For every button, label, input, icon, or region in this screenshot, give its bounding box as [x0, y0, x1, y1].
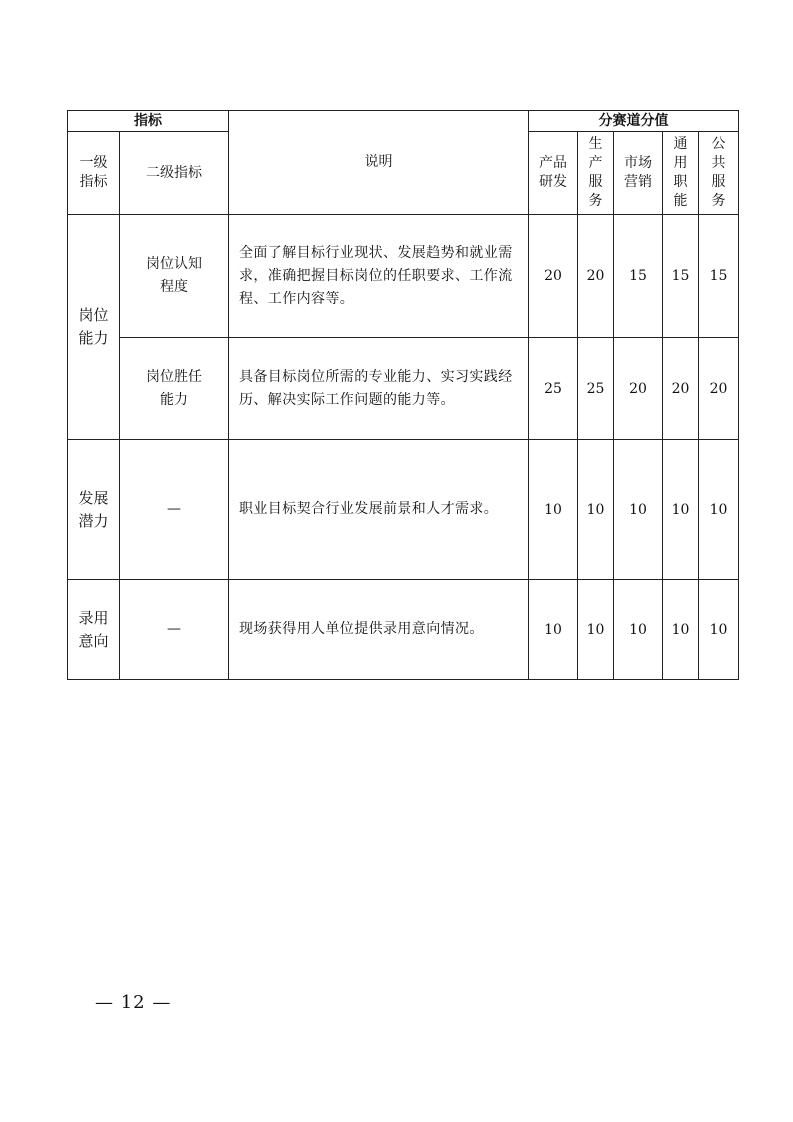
score-cell: 10 — [578, 440, 614, 580]
track-header-public-service: 公共服务 — [699, 132, 739, 215]
score-cell: 20 — [663, 338, 699, 440]
track-header-marketing: 市场营销 — [614, 132, 663, 215]
table-row — [68, 580, 739, 680]
score-cell: 15 — [699, 215, 739, 338]
track-scores-header: 分赛道分值 — [529, 111, 739, 132]
score-cell: 25 — [529, 338, 578, 440]
level1-cell: 发展潜力 — [68, 440, 120, 580]
score-cell: 20 — [529, 215, 578, 338]
score-cell: 10 — [699, 580, 739, 680]
score-cell: 10 — [663, 440, 699, 580]
level1-cell: 录用意向 — [68, 580, 120, 680]
score-cell: 20 — [614, 338, 663, 440]
table-row — [68, 338, 739, 440]
score-cell: 10 — [578, 580, 614, 680]
score-cell: 15 — [614, 215, 663, 338]
page-number: — 12 — — [95, 992, 172, 1013]
score-cell: 25 — [578, 338, 614, 440]
track-header-general-function: 通用职能 — [663, 132, 699, 215]
track-header-product-rd: 产品研发 — [529, 132, 578, 215]
level2-cell: — — [120, 440, 229, 580]
score-cell: 10 — [529, 440, 578, 580]
score-cell: 10 — [699, 440, 739, 580]
description-cell: 全面了解目标行业现状、发展趋势和就业需求，准确把握目标岗位的任职要求、工作流程、工作内容等。 — [229, 215, 529, 338]
score-cell: 10 — [614, 440, 663, 580]
level2-cell: 岗位认知程度 — [120, 215, 229, 338]
table-row — [68, 215, 739, 338]
score-cell: 15 — [663, 215, 699, 338]
level1-cell: 岗位能力 — [68, 215, 120, 440]
description-header: 说明 — [229, 111, 529, 215]
description-cell: 现场获得用人单位提供录用意向情况。 — [229, 580, 529, 680]
level1-header: 一级指标 — [68, 132, 120, 215]
table-row — [68, 440, 739, 580]
indicator-header: 指标 — [68, 111, 229, 132]
level2-header: 二级指标 — [120, 132, 229, 215]
track-header-production-service: 生产服务 — [578, 132, 614, 215]
score-cell: 20 — [578, 215, 614, 338]
description-cell: 职业目标契合行业发展前景和人才需求。 — [229, 440, 529, 580]
level2-cell: 岗位胜任能力 — [120, 338, 229, 440]
level2-cell: — — [120, 580, 229, 680]
score-cell: 10 — [614, 580, 663, 680]
score-cell: 10 — [529, 580, 578, 680]
scoring-table — [67, 110, 739, 680]
score-cell: 20 — [699, 338, 739, 440]
description-cell: 具备目标岗位所需的专业能力、实习实践经历、解决实际工作问题的能力等。 — [229, 338, 529, 440]
score-cell: 10 — [663, 580, 699, 680]
